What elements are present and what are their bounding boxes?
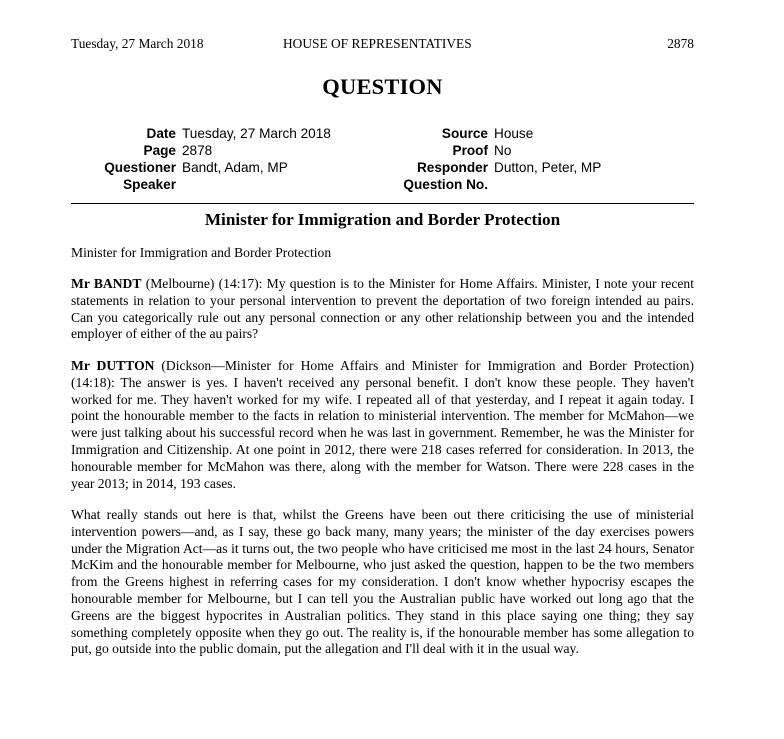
speech-text: My question is to the Minister for Home Affairs. Minister, I note your recent statements in relation to your personal intervention to prevent the deportation of two foreign intended au pairs. Can you categorically rule out any personal connection or any other relationship between you and the intended employer of either of the au pairs?: [71, 276, 694, 342]
section-divider: [71, 203, 694, 204]
speaker-label: Speaker: [123, 177, 176, 192]
page-value: 2878: [182, 143, 213, 158]
speaker-name: Mr DUTTON: [71, 358, 155, 373]
metadata-row-page: [71, 142, 694, 159]
speaker-details: (Melbourne) (14:17):: [141, 276, 267, 291]
date-value: Tuesday, 27 March 2018: [182, 126, 331, 141]
metadata-row-questioner: [71, 159, 694, 176]
page-label: Page: [143, 143, 176, 158]
running-head-page-number: 2878: [667, 36, 694, 51]
proof-label: Proof: [452, 143, 488, 158]
questioner-label: Questioner: [104, 160, 176, 175]
running-head-date: Tuesday, 27 March 2018: [71, 36, 204, 51]
document-title: QUESTION: [322, 74, 443, 99]
metadata-row-speaker: [71, 176, 694, 193]
responder-value: Dutton, Peter, MP: [494, 160, 602, 175]
questioner-value: Bandt, Adam, MP: [182, 160, 288, 175]
proof-value: No: [494, 143, 512, 158]
metadata-row-date: [71, 125, 694, 142]
question-no-label: Question No.: [403, 177, 488, 192]
source-value: House: [494, 126, 534, 141]
responder-label: Responder: [416, 160, 488, 175]
speech-paragraph-bandt: [71, 276, 694, 343]
section-heading: Minister for Immigration and Border Protection: [204, 210, 561, 229]
hansard-page: [71, 0, 694, 739]
metadata-block: [71, 125, 694, 195]
speech-paragraph-dutton: [71, 358, 694, 492]
speaker-details: (Dickson—Minister for Home Affairs and Minister for Immigration and Border Protection) (14:18):: [71, 358, 694, 390]
running-head: [71, 36, 694, 52]
source-label: Source: [441, 126, 488, 141]
speaker-name: Mr BANDT: [71, 276, 142, 291]
running-head-house: HOUSE OF REPRESENTATIVES: [283, 36, 472, 51]
subject-line: Minister for Immigration and Border Protection: [71, 245, 332, 260]
speech-text: The answer is yes. I haven't received any personal benefit. I don't know these people. They haven't worked for me. They haven't worked for my wife. I repeated all of that yesterday, and I repeat it again today. I point the honourable member to the facts in relation to ministerial intervention. The member for McMahon—we were just talking about his successful record when he was last in government. Remember, he was the Minister for Immigration and Citizenship. At one point in 2012, there were 218 cases referred for consideration. In 2013, the honourable member for McMahon was there, along with the member for Watson. There were 228 cases in the year 2013; in 2014, 193 cases.: [71, 374, 694, 491]
date-label: Date: [146, 126, 176, 141]
speech-continuation-paragraph: What really stands out here is that, whilst the Greens have been out there criticising the use of ministerial intervention powers—and, as I say, these go back many, many years; the minister of the day exercises powers under the Migration Act—as it turns out, the two people who have criticised me most in the last 24 hours, Senator McKim and the honourable member for Melbourne, who just asked the question, happen to be the two members from the Greens highest in referring cases for my consideration. I don't know whether hypocrisy escapes the honourable member for Melbourne, but I can tell you the Australian public have worked out long ago that the Greens are the biggest hypocrites in Australian politics. They stand in this place saying one thing; they say something completely opposite when they go out. The reality is, if the honourable member has some allegation to put, go outside into the public domain, put the allegation and I'll deal with it in the usual way.: [71, 507, 694, 657]
